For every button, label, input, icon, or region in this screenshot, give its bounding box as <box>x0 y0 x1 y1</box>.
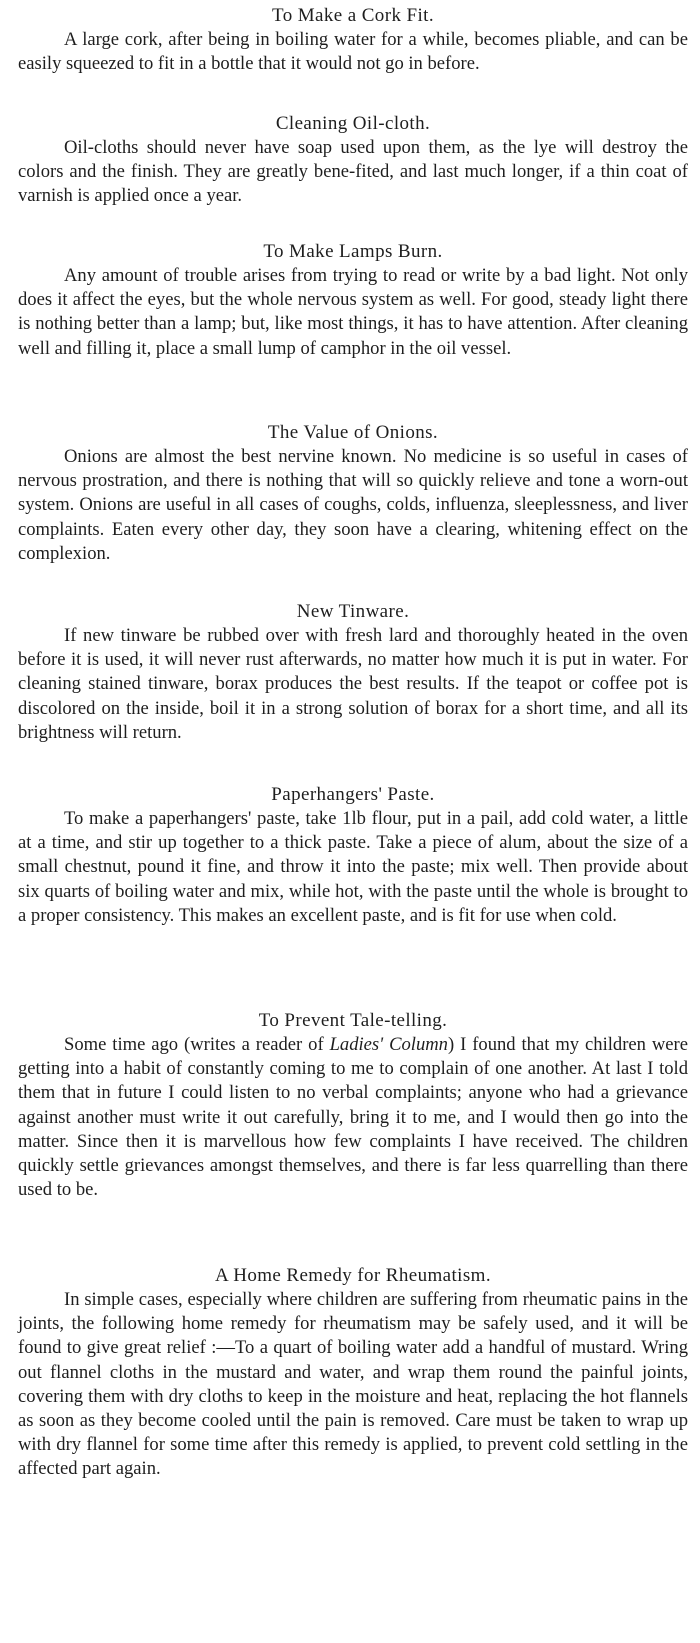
article-title: To Prevent Tale-telling. <box>258 1010 448 1031</box>
article-body: In simple cases, especially where children are suffering from rheumatic pains in the joints, the following home remedy for rheumatism may be safely used, and it will be found to give great relief :—To a quart of boiling water add a handful of mustard. Wring out flannel cloths in the mustard and water, and wrap them round the painful joints, covering them with dry cloths to keep in the moisture and heat, replacing the hot flannels as soon as they become cooled until the pain is removed. Care must be taken to wrap up with dry flannel for some time after this remedy is applied, to prevent cold settling in the affected part again. <box>18 1289 688 1480</box>
article-title: New Tinware. <box>296 601 410 622</box>
article-title: To Make a Cork Fit. <box>272 5 434 26</box>
article-prevent-tale-telling <box>18 1009 688 1202</box>
article-body: To make a paperhangers' paste, take 1lb flour, put in a pail, add cold water, a little at a time, and stir up together to a thick paste. Take a piece of alum, about the size of a small chestnut, pound it fine, and throw it into the paste; mix well. Then provide about six quarts of boiling water and mix, while hot, with the paste until the whole is brought to a proper consistency. This makes an excellent paste, and is fit for use when cold. <box>18 808 688 926</box>
article-title: Cleaning Oil-cloth. <box>275 113 431 134</box>
article-body: If new tinware be rubbed over with fresh lard and thoroughly heated in the oven before it is used, it will never rust afterwards, no matter how much it is put in water. For cleaning stained tinware, borax produces the best results. If the teapot or coffee pot is discolored on the inside, boil it in a strong solution of borax for a short time, and all its brightness will return. <box>18 625 688 743</box>
article-body <box>18 1033 688 1202</box>
article-body: Oil-cloths should never have soap used upon them, as the lye will destroy the colors and the finish. They are greatly bene-fited, and last much longer, if a thin coat of varnish is applied once a year. <box>18 137 688 207</box>
article-title: To Make Lamps Burn. <box>263 241 443 262</box>
article-value-of-onions <box>18 421 688 566</box>
article-body: Any amount of trouble arises from trying to read or write by a bad light. Not only does it affect the eyes, but the whole nervous system as well. For good, steady light there is nothing better than a lamp; but, like most things, it has to have attention. After cleaning well and filling it, place a small lump of camphor in the oil vessel. <box>18 265 688 359</box>
article-lamps-burn <box>18 240 688 361</box>
article-title: The Value of Onions. <box>267 422 439 443</box>
article-cork-fit <box>18 4 688 76</box>
publication-title: Ladies' Column <box>329 1034 448 1055</box>
article-new-tinware <box>18 600 688 745</box>
article-cleaning-oil-cloth <box>18 112 688 209</box>
article-body-end: ) I found that my children were getting into a habit of constantly coming to me to complain of one another. At last I told them that in future I could listen to no verbal complaints; anyone who had a grievance against another must write it out carefully, bring it to me, and I would then go into the matter. Since then it is marvellous how few complaints I have received. The children quickly settle grievances amongst themselves, and there is far less quarrelling than there used to be. <box>18 1034 688 1201</box>
article-body-start: Some time ago (writes a reader of <box>64 1034 330 1055</box>
article-paperhangers-paste <box>18 783 688 928</box>
article-title: A Home Remedy for Rheumatism. <box>215 1265 491 1286</box>
article-rheumatism-remedy <box>18 1264 688 1482</box>
article-title: Paperhangers' Paste. <box>271 784 435 805</box>
article-body: A large cork, after being in boiling water for a while, becomes pliable, and can be easily squeezed to fit in a bottle that it would not go in before. <box>18 29 688 75</box>
article-body: Onions are almost the best nervine known. No medicine is so useful in cases of nervous prostration, and there is nothing that will so quickly relieve and tone a worn-out system. Onions are useful in all cases of coughs, colds, influenza, sleeplessness, and liver complaints. Eaten every other day, they soon have a clearing, whitening effect on the complexion. <box>18 446 688 564</box>
